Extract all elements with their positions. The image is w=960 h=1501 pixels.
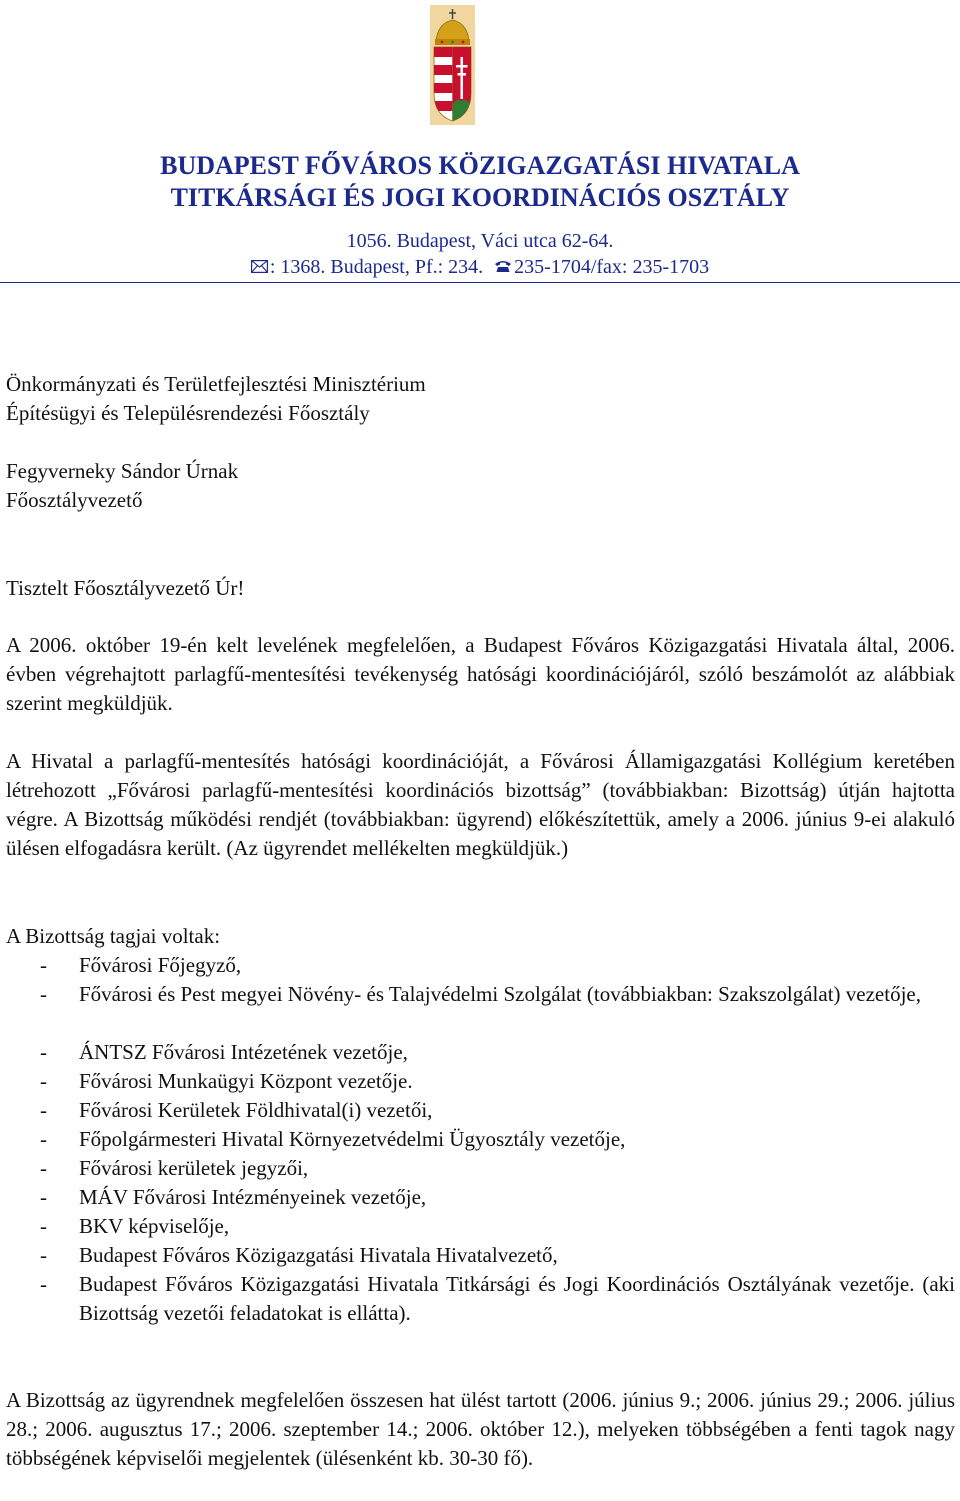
list-dash: - bbox=[40, 1156, 47, 1180]
list-dash: - bbox=[40, 1272, 47, 1296]
list-item-text: MÁV Fővárosi Intézményeinek vezetője, bbox=[79, 1185, 427, 1209]
list-item-text: Fővárosi Munkaügyi Központ vezetője. bbox=[79, 1069, 413, 1093]
list-item-text: BKV képviselője, bbox=[79, 1214, 230, 1238]
envelope-icon bbox=[251, 254, 268, 280]
list-item-text: Fővárosi kerületek jegyzői, bbox=[79, 1156, 309, 1180]
list-dash: - bbox=[40, 1069, 47, 1093]
list-item-text: Fővárosi Kerületek Földhivatal(i) vezetői, bbox=[79, 1098, 433, 1122]
list-item-text: ÁNTSZ Fővárosi Intézetének vezetője, bbox=[79, 1040, 408, 1064]
members-intro: A Bizottság tagjai voltak: bbox=[6, 924, 221, 948]
recipient-name: Fegyverneky Sándor Úrnak bbox=[6, 459, 239, 483]
header-divider bbox=[0, 282, 960, 283]
list-item-text: Budapest Főváros Közigazgatási Hivatala Hivatalvezető, bbox=[79, 1243, 558, 1267]
list-item-text: Fővárosi Főjegyző, bbox=[79, 953, 242, 977]
list-item-text: Főpolgármesteri Hivatal Környezetvédelmi Ügyosztály vezetője, bbox=[79, 1127, 626, 1151]
paragraph-1: A 2006. október 19-én kelt levelének megfelelően, a Budapest Főváros Közigazgatási Hivatala által, 2006. évben végrehajtott parlagfű-mentesítési tevékenység hatósági koordinációjáról, szóló beszámolót az alábbiak szerint megküldjük. bbox=[6, 633, 955, 715]
list-dash: - bbox=[40, 953, 47, 977]
list-item-text: Fővárosi és Pest megyei Növény- és Talajvédelmi Szolgálat (továbbiakban: Szakszolgálat) vezetője, bbox=[79, 982, 921, 1006]
paragraph-3: A Bizottság az ügyrendnek megfelelően összesen hat ülést tartott (2006. június 9.; 2006. június 29.; 2006. július 28.; 2006. augusztus 17.; 2006. szeptember 14.; 2006. október 12.), melyeken többségében a fenti tagok nagy többségének képviselői megjelentek (ülésenként kb. 30-30 fő). bbox=[6, 1388, 955, 1470]
postal-address: : 1368. Budapest, Pf.: 234. bbox=[269, 256, 484, 278]
phone-icon bbox=[494, 254, 512, 280]
list-dash: - bbox=[40, 1185, 47, 1209]
phone-fax: 235-1704/fax: 235-1703 bbox=[514, 256, 710, 278]
recipient-title: Főosztályvezető bbox=[6, 488, 143, 512]
list-dash: - bbox=[40, 1214, 47, 1238]
recipient-org1: Önkormányzati és Területfejlesztési Minisztérium bbox=[6, 372, 426, 396]
department-name: TITKÁRSÁGI ÉS JOGI KOORDINÁCIÓS OSZTÁLY bbox=[170, 183, 790, 212]
list-dash: - bbox=[40, 1127, 47, 1151]
list-dash: - bbox=[40, 1243, 47, 1267]
list-dash: - bbox=[40, 982, 47, 1006]
address: 1056. Budapest, Váci utca 62-64. bbox=[346, 230, 614, 252]
list-item-text: Budapest Főváros Közigazgatási Hivatala Titkársági és Jogi Koordinációs Osztályának vezetője. (aki Bizottság vezetői feladatokat is ellátta). bbox=[79, 1272, 955, 1325]
recipient-org2: Építésügyi és Településrendezési Főosztály bbox=[6, 401, 370, 425]
list-dash: - bbox=[40, 1040, 47, 1064]
office-name: BUDAPEST FŐVÁROS KÖZIGAZGATÁSI HIVATALA bbox=[160, 151, 800, 180]
coat-of-arms-icon bbox=[430, 5, 475, 125]
paragraph-2: A Hivatal a parlagfű-mentesítés hatósági koordinációját, a Fővárosi Államigazgatási Kollégium keretében létrehozott „Fővárosi parlagfű-mentesítési koordinációs bizottság” (továbbiakban: Bizottság) útján hajtotta végre. A Bizottság működési rendjét (továbbiakban: ügyrend) előkészítettük, amely a 2006. június 9-ei alakuló ülésen elfogadásra került. (Az ügyrendet mellékelten megküldjük.) bbox=[6, 749, 955, 860]
list-dash: - bbox=[40, 1098, 47, 1122]
salutation: Tisztelt Főosztályvezető Úr! bbox=[6, 576, 245, 600]
contact-line bbox=[0, 254, 960, 280]
